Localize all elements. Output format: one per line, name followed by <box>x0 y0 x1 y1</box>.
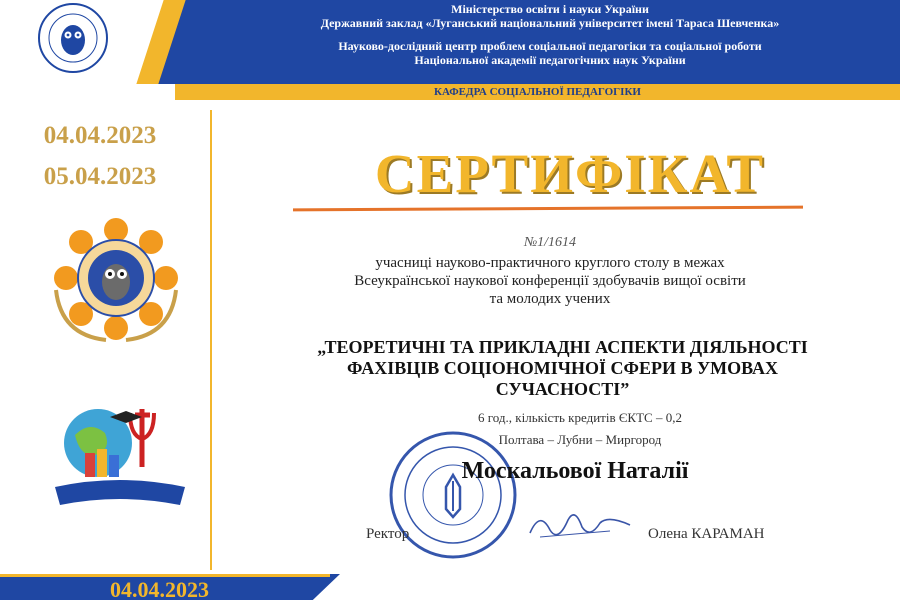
signature-icon <box>520 505 640 545</box>
title-underline <box>293 206 803 212</box>
venue: Полтава – Лубни – Миргород <box>498 432 662 447</box>
university-line: Державний заклад «Луганський національний університет імені Тараса Шевченка» <box>320 16 780 30</box>
signer-title: Ректор <box>366 526 410 542</box>
header-text <box>200 2 900 67</box>
footer-date: 04.04.2023 <box>110 577 209 602</box>
signer-name: Олена КАРАМАН <box>648 526 765 542</box>
academy-line: Національної академії педагогічних наук України <box>414 53 686 67</box>
research-center-emblem-icon <box>46 210 186 350</box>
ministry-line: Міністерство освіти і науки України <box>451 2 649 16</box>
recipient-name: Москальової Наталії <box>461 458 689 484</box>
topic-line-2: ФАХІВЦІВ СОЦІОНОМІЧНОЇ СФЕРИ В УМОВАХ <box>346 358 779 378</box>
participant-line-2: Всеукраїнської наукової конференції здобувачів вищої освіти <box>354 273 746 289</box>
research-center-line: Науково-дослідний центр проблем соціальної педагогіки та соціальної роботи <box>338 39 762 53</box>
department-band: КАФЕДРА СОЦІАЛЬНОЇ ПЕДАГОГІКИ <box>175 84 900 100</box>
participant-description <box>280 254 820 308</box>
university-logo-icon <box>30 2 116 74</box>
participant-line-3: та молодих учених <box>489 291 611 307</box>
header-banner <box>0 0 900 84</box>
topic-line-3: СУЧАСНОСТІ” <box>495 379 630 399</box>
certificate-title: СЕРТИФІКАТ <box>374 143 766 204</box>
institute-emblem-icon <box>50 395 190 515</box>
date-end: 05.04.2023 <box>43 163 157 190</box>
participant-line-1: учасниці науково-практичного круглого столу в межах <box>375 255 725 271</box>
credits-info: 6 год., кількість кредитів ЄКТС – 0,2 <box>478 410 682 425</box>
conference-topic <box>280 337 845 400</box>
topic-line-1: „ТЕОРЕТИЧНІ ТА ПРИКЛАДНІ АСПЕКТИ ДІЯЛЬНОСТІ <box>317 337 808 357</box>
date-start: 04.04.2023 <box>43 122 157 149</box>
gold-divider <box>210 110 212 570</box>
certificate-number: №1/1614 <box>523 235 577 250</box>
